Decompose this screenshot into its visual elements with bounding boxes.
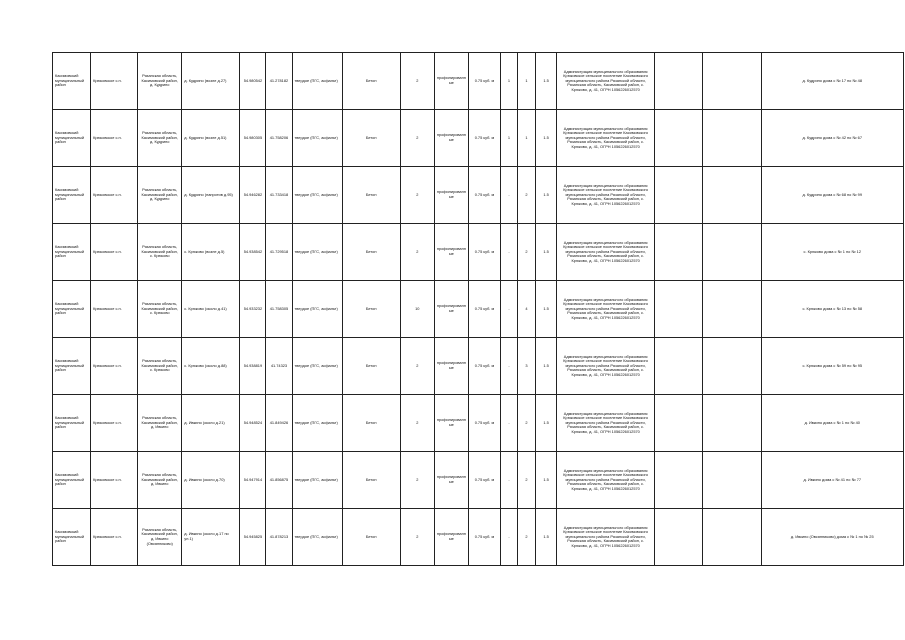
cell-address-area: Рязанская область, Касимовский район, д. Кудрино [138, 110, 182, 167]
cell-district: Касимовский муниципальный район [53, 53, 91, 110]
cell-empty-2 [703, 509, 761, 566]
cell-count-a: - [500, 338, 517, 395]
table-row [53, 281, 904, 338]
cell-container-type: профилированные [434, 110, 468, 167]
cell-volume: 1.5 [536, 395, 557, 452]
cell-street: д. Кудрино (возле д.27) [182, 53, 240, 110]
cell-district: Касимовский муниципальный район [53, 281, 91, 338]
cell-surface: твердое (ПГС, асфальт) [292, 452, 342, 509]
cell-container-volume: 0.75 куб. м [468, 53, 500, 110]
cell-sources: с. Крюково дома с № 13 по № 58 [761, 281, 903, 338]
cell-sources: д. Кудрино дома с № 42 по № 67 [761, 110, 903, 167]
cell-material: Бетон [342, 110, 400, 167]
cell-area: 2 [400, 167, 434, 224]
document-sheet [52, 52, 904, 566]
cell-count-b: 1 [517, 110, 535, 167]
cell-address-area: Рязанская область, Касимовский район, с. Крюково [138, 338, 182, 395]
cell-count-b: 4 [517, 281, 535, 338]
cell-container-type: профилированные [434, 167, 468, 224]
cell-area: 2 [400, 452, 434, 509]
cell-material: Бетон [342, 281, 400, 338]
cell-count-a: 1 [500, 110, 517, 167]
cell-count-a: - [500, 452, 517, 509]
cell-settlement: Крюковское с.п. [91, 509, 138, 566]
cell-count-a: - [500, 167, 517, 224]
cell-material: Бетон [342, 167, 400, 224]
cell-latitude: 54.947914 [240, 452, 266, 509]
cell-latitude: 54.980542 [240, 53, 266, 110]
cell-longitude: 41.758305 [266, 281, 292, 338]
cell-volume: 1.5 [536, 224, 557, 281]
cell-count-b: 2 [517, 395, 535, 452]
cell-empty-2 [703, 452, 761, 509]
cell-empty-2 [703, 224, 761, 281]
cell-count-a: - [500, 395, 517, 452]
cell-area: 2 [400, 509, 434, 566]
cell-sources: с. Крюково дома с № 1 по № 12 [761, 224, 903, 281]
cell-sources: д. Кудрино дома с № 17 по № 48 [761, 53, 903, 110]
cell-latitude: 54.980305 [240, 110, 266, 167]
table-row [53, 395, 904, 452]
cell-container-type: профилированные [434, 509, 468, 566]
cell-count-a: 1 [500, 53, 517, 110]
cell-latitude: 54.946282 [240, 167, 266, 224]
cell-material: Бетон [342, 509, 400, 566]
cell-empty-1 [655, 110, 703, 167]
cell-settlement: Крюковское с.п. [91, 224, 138, 281]
cell-settlement: Крюковское с.п. [91, 53, 138, 110]
table-body [53, 53, 904, 566]
cell-district: Касимовский муниципальный район [53, 224, 91, 281]
cell-count-b: 2 [517, 509, 535, 566]
cell-surface: твердое (ПГС, асфальт) [292, 224, 342, 281]
cell-street: д. Ивкино (около д.17 по ул.1) [182, 509, 240, 566]
cell-volume: 1.5 [536, 110, 557, 167]
cell-material: Бетон [342, 338, 400, 395]
cell-address-area: Рязанская область, Касимовский район, д. Ивкино [138, 395, 182, 452]
cell-district: Касимовский муниципальный район [53, 167, 91, 224]
cell-count-a: - [500, 224, 517, 281]
cell-volume: 1.5 [536, 452, 557, 509]
cell-material: Бетон [342, 395, 400, 452]
cell-count-a: - [500, 509, 517, 566]
cell-count-b: 2 [517, 167, 535, 224]
cell-container-volume: 0.75 куб. м [468, 452, 500, 509]
cell-address-area: Рязанская область, Касимовский район, с. Крюково [138, 224, 182, 281]
cell-street: с. Крюково (возле д.5) [182, 224, 240, 281]
cell-container-volume: 0.75 куб. м [468, 110, 500, 167]
cell-address-area: Рязанская область, Касимовский район, д. Кудрино [138, 167, 182, 224]
cell-owner: Администрация муниципального образования Крюковское сельское поселение Касимовского муниципального района Рязанской области, Рязанская область, Касимовский район, с. Крюково, д. 41, ОГРН 1056226012570 [557, 53, 655, 110]
cell-surface: твердое (ПГС, асфальт) [292, 395, 342, 452]
cell-empty-2 [703, 53, 761, 110]
cell-sources: с. Крюково дома с № 59 по № 95 [761, 338, 903, 395]
cell-street: д. Кудрино (напротив д.95) [182, 167, 240, 224]
cell-latitude: 54.945825 [240, 509, 266, 566]
cell-longitude: 41.278182 [266, 53, 292, 110]
cell-district: Касимовский муниципальный район [53, 338, 91, 395]
cell-volume: 1.5 [536, 53, 557, 110]
cell-longitude: 41.729518 [266, 224, 292, 281]
cell-sources: д. Ивкино (Овсянниково) дома с № 1 по № 25 [761, 509, 903, 566]
cell-street: д. Кудрино (возле д.51) [182, 110, 240, 167]
cell-longitude: 41.74323 [266, 338, 292, 395]
cell-area: 2 [400, 338, 434, 395]
cell-volume: 1.5 [536, 509, 557, 566]
cell-latitude: 54.933232 [240, 281, 266, 338]
cell-settlement: Крюковское с.п. [91, 167, 138, 224]
cell-volume: 1.5 [536, 281, 557, 338]
cell-surface: твердое (ПГС, асфальт) [292, 338, 342, 395]
table-row [53, 509, 904, 566]
cell-area: 2 [400, 110, 434, 167]
cell-street: д. Ивкино (около д.70) [182, 452, 240, 509]
cell-volume: 1.5 [536, 338, 557, 395]
cell-street: д. Ивкино (около д.21) [182, 395, 240, 452]
cell-container-type: профилированные [434, 224, 468, 281]
cell-surface: твердое (ПГС, асфальт) [292, 167, 342, 224]
cell-empty-1 [655, 281, 703, 338]
cell-container-type: профилированные [434, 395, 468, 452]
cell-container-volume: 0.75 куб. м [468, 509, 500, 566]
cell-empty-2 [703, 110, 761, 167]
table-row [53, 224, 904, 281]
cell-district: Касимовский муниципальный район [53, 452, 91, 509]
cell-longitude: 41.849426 [266, 395, 292, 452]
cell-container-type: профилированные [434, 338, 468, 395]
cell-street: с. Крюково (около д.88) [182, 338, 240, 395]
table-row [53, 110, 904, 167]
cell-latitude: 54.938819 [240, 338, 266, 395]
cell-container-type: профилированные [434, 53, 468, 110]
cell-longitude: 41.878213 [266, 509, 292, 566]
table-row [53, 167, 904, 224]
cell-empty-1 [655, 167, 703, 224]
cell-settlement: Крюковское с.п. [91, 338, 138, 395]
cell-volume: 1.5 [536, 167, 557, 224]
cell-district: Касимовский муниципальный район [53, 395, 91, 452]
cell-surface: твердое (ПГС, асфальт) [292, 110, 342, 167]
cell-material: Бетон [342, 53, 400, 110]
cell-owner: Администрация муниципального образования Крюковское сельское поселение Касимовского муниципального района Рязанской области, Рязанская область, Касимовский район, с. Крюково, д. 41, ОГРН 1056226012570 [557, 395, 655, 452]
cell-container-type: профилированные [434, 281, 468, 338]
cell-latitude: 54.948524 [240, 395, 266, 452]
cell-settlement: Крюковское с.п. [91, 452, 138, 509]
cell-container-volume: 0.75 куб. м [468, 338, 500, 395]
cell-count-b: 1 [517, 53, 535, 110]
table-row [53, 53, 904, 110]
cell-empty-1 [655, 395, 703, 452]
cell-owner: Администрация муниципального образования Крюковское сельское поселение Касимовского муниципального района Рязанской области, Рязанская область, Касимовский район, с. Крюково, д. 41, ОГРН 1056226012570 [557, 509, 655, 566]
cell-owner: Администрация муниципального образования Крюковское сельское поселение Касимовского муниципального района Рязанской области, Рязанская область, Касимовский район, с. Крюково, д. 41, ОГРН 1056226012570 [557, 281, 655, 338]
cell-empty-1 [655, 224, 703, 281]
cell-count-b: 2 [517, 224, 535, 281]
cell-address-area: Рязанская область, Касимовский район, с. Крюково [138, 281, 182, 338]
cell-container-volume: 0.75 куб. м [468, 395, 500, 452]
cell-longitude: 41.733418 [266, 167, 292, 224]
container-sites-table [52, 52, 904, 566]
table-row [53, 338, 904, 395]
cell-address-area: Рязанская область, Касимовский район, д. Ивкино (Овсянниково) [138, 509, 182, 566]
cell-sources: д. Ивкино дома с № 1 по № 40 [761, 395, 903, 452]
cell-settlement: Крюковское с.п. [91, 281, 138, 338]
cell-count-b: 2 [517, 452, 535, 509]
cell-empty-2 [703, 338, 761, 395]
cell-surface: твердое (ПГС, асфальт) [292, 509, 342, 566]
cell-area: 2 [400, 395, 434, 452]
cell-container-volume: 0.75 куб. м [468, 224, 500, 281]
cell-empty-1 [655, 53, 703, 110]
cell-surface: твердое (ПГС, асфальт) [292, 281, 342, 338]
cell-owner: Администрация муниципального образования Крюковское сельское поселение Касимовского муниципального района Рязанской области, Рязанская область, Касимовский район, с. Крюково, д. 41, ОГРН 1056226012570 [557, 338, 655, 395]
cell-owner: Администрация муниципального образования Крюковское сельское поселение Касимовского муниципального района Рязанской области, Рязанская область, Касимовский район, с. Крюково, д. 41, ОГРН 1056226012570 [557, 167, 655, 224]
cell-settlement: Крюковское с.п. [91, 110, 138, 167]
table-row [53, 452, 904, 509]
cell-empty-2 [703, 167, 761, 224]
cell-material: Бетон [342, 452, 400, 509]
cell-area: 2 [400, 53, 434, 110]
cell-longitude: 41.856875 [266, 452, 292, 509]
cell-owner: Администрация муниципального образования Крюковское сельское поселение Касимовского муниципального района Рязанской области, Рязанская область, Касимовский район, с. Крюково, д. 41, ОГРН 1056226012570 [557, 452, 655, 509]
cell-longitude: 41.758206 [266, 110, 292, 167]
cell-empty-1 [655, 338, 703, 395]
cell-sources: д. Кудрино дома с № 68 по № 99 [761, 167, 903, 224]
cell-surface: твердое (ПГС, асфальт) [292, 53, 342, 110]
cell-area: 2 [400, 224, 434, 281]
cell-sources: д. Ивкино дома с № 41 по № 77 [761, 452, 903, 509]
cell-owner: Администрация муниципального образования Крюковское сельское поселение Касимовского муниципального района Рязанской области, Рязанская область, Касимовский район, с. Крюково, д. 41, ОГРН 1056226012570 [557, 224, 655, 281]
cell-material: Бетон [342, 224, 400, 281]
cell-latitude: 54.938542 [240, 224, 266, 281]
cell-district: Касимовский муниципальный район [53, 509, 91, 566]
cell-container-type: профилированные [434, 452, 468, 509]
cell-count-b: 3 [517, 338, 535, 395]
cell-settlement: Крюковское с.п. [91, 395, 138, 452]
cell-area: 10 [400, 281, 434, 338]
cell-count-a: - [500, 281, 517, 338]
cell-empty-1 [655, 509, 703, 566]
cell-empty-2 [703, 395, 761, 452]
cell-street: с. Крюково (около д.41) [182, 281, 240, 338]
cell-container-volume: 0.75 куб. м [468, 167, 500, 224]
cell-address-area: Рязанская область, Касимовский район, д. Ивкино [138, 452, 182, 509]
cell-empty-1 [655, 452, 703, 509]
cell-owner: Администрация муниципального образования Крюковское сельское поселение Касимовского муниципального района Рязанской области, Рязанская область, Касимовский район, с. Крюково, д. 41, ОГРН 1056226012570 [557, 110, 655, 167]
cell-container-volume: 0.75 куб. м [468, 281, 500, 338]
cell-empty-2 [703, 281, 761, 338]
cell-address-area: Рязанская область, Касимовский район, д. Кудрино [138, 53, 182, 110]
cell-district: Касимовский муниципальный район [53, 110, 91, 167]
